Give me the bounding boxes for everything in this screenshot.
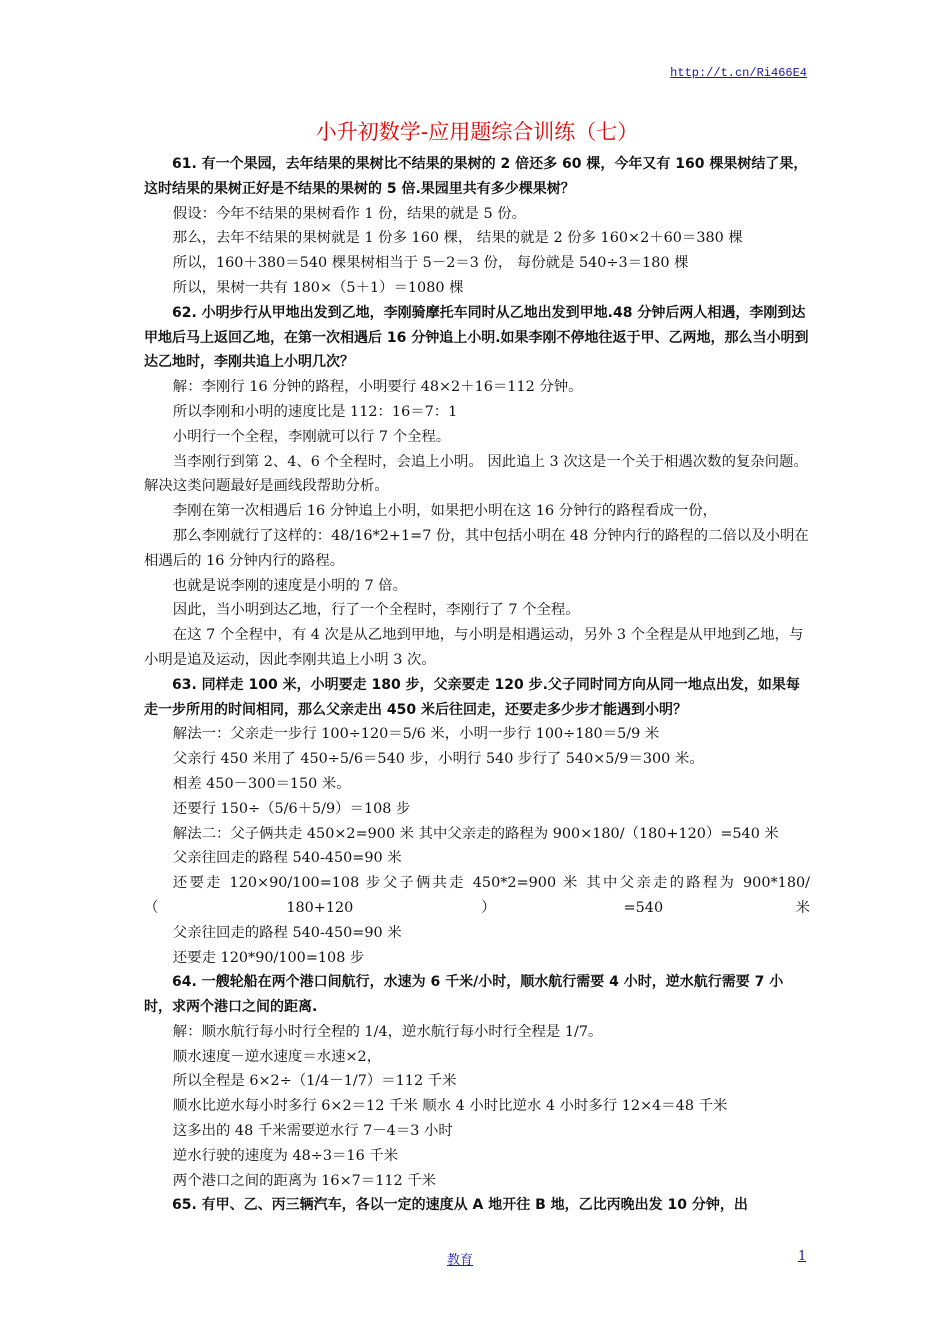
solution-paragraph: 父亲往回走的路程 540-450=90 米 [172,850,402,867]
solution-paragraph: 解：顺水航行每小时行全程的 1/4，逆水航行每小时行全程是 1/7。 [172,1023,603,1040]
solution-paragraph: 也就是说李刚的速度是小明的 7 倍。 [172,577,407,594]
solution-paragraph: 顺水比逆水每小时多行 6×2＝12 千米 顺水 4 小时比逆水 4 小时多行 12×4＝48 千米 [172,1098,728,1115]
paragraph-list [144,152,810,1218]
solution-paragraph: 所以，果树一共有 180×（5＋1）＝1080 棵 [172,279,464,296]
solution-paragraph: 父亲往回走的路程 540-450=90 米 [172,924,402,941]
solution-paragraph: 还要走 120×90/100=108 步父子俩共走 450*2=900 米 其中父亲走的路程为 900*180/（180+120）=540 米 [144,875,810,916]
solution-paragraph: 所以全程是 6×2÷（1/4－1/7）＝112 千米 [172,1073,457,1090]
solution-paragraph: 那么，去年不结果的果树就是 1 份多 160 棵， 结果的就是 2 份多 160×2＋60＝380 棵 [172,230,743,247]
solution-paragraph: 李刚在第一次相遇后 16 分钟追上小明，如果把小明在这 16 分钟行的路程看成一份， [172,503,718,520]
solution-paragraph: 那么李刚就行了这样的：48/16*2+1=7 份，其中包括小明在 48 分钟内行的路程的二倍以及小明在相遇后的 16 分钟内行的路程。 [144,527,809,569]
solution-paragraph: 当李刚行到第 2、4、6 个全程时，会追上小明。 因此追上 3 次这是一个关于相遇次数的复杂问题。解决这类问题最好是画线段帮助分析。 [144,453,808,495]
solution-paragraph: 所以李刚和小明的速度比是 112：16＝7：1 [172,403,458,420]
solution-paragraph: 父亲行 450 米用了 450÷5/6＝540 步，小明行 540 步行了 540×5/9＝300 米。 [172,751,704,768]
solution-paragraph: 假设：今年不结果的果树看作 1 份，结果的就是 5 份。 [172,205,527,222]
footer-link[interactable]: 教育 [447,1253,474,1268]
solution-paragraph: 还要行 150÷（5/6＋5/9）＝108 步 [172,800,411,817]
document-body [144,118,810,1218]
header-link[interactable]: http://t.cn/Ri466E4 [670,66,807,80]
solution-paragraph: 因此，当小明到达乙地，行了一个全程时，李刚行了 7 个全程。 [172,602,580,619]
question-paragraph: 64. 一艘轮船在两个港口间航行，水速为 6 千米/小时，顺水航行需要 4 小时，逆水航行需要 7 小时，求两个港口之间的距离. [144,974,784,1016]
solution-paragraph: 在这 7 个全程中，有 4 次是从乙地到甲地，与小明是相遇运动，另外 3 个全程是从甲地到乙地，与小明是追及运动，因此李刚共追上小明 3 次。 [144,627,804,668]
question-paragraph: 62. 小明步行从甲地出发到乙地，李刚骑摩托车同时从乙地出发到甲地.48 分钟后两人相遇，李刚到达甲地后马上返回乙地，在第一次相遇后 16 分钟追上小明.如果李刚不停地往返于甲、乙两地，那么当小明到达乙地时，李刚共追上小明几次？ [144,304,809,371]
question-paragraph: 65. 有甲、乙、丙三辆汽车，各以一定的速度从 A 地开往 B 地，乙比丙晚出发 10 分钟，出 [172,1197,748,1214]
solution-paragraph: 解法二：父子俩共走 450×2=900 米 其中父亲走的路程为 900×180/（180+120）=540 米 [172,825,779,842]
page-title: 小升初数学-应用题综合训练（七） [315,120,639,144]
solution-paragraph: 还要走 120*90/100=108 步 [172,949,365,966]
question-paragraph: 63. 同样走 100 米，小明要走 180 步，父亲要走 120 步.父子同时同方向从同一地点出发，如果每走一步所用的时间相同，那么父亲走出 450 米后往回走，还要走多少步才能遇到小明？ [144,676,800,718]
page-number: 1 [798,1249,807,1264]
question-paragraph: 61. 有一个果园，去年结果的果树比不结果的果树的 2 倍还多 60 棵，今年又有 160 棵果树结了果，这时结果的果树正好是不结果的果树的 5 倍.果园里共有多少棵果树？ [144,156,808,197]
solution-paragraph: 所以，160＋380＝540 棵果树相当于 5－2＝3 份， 每份就是 540÷3＝180 棵 [172,255,689,272]
solution-paragraph: 相差 450－300＝150 米。 [172,775,351,792]
solution-paragraph: 解法一：父亲走一步行 100÷120＝5/6 米，小明一步行 100÷180＝5/9 米 [172,726,660,743]
solution-paragraph: 顺水速度－逆水速度＝水速×2， [172,1048,382,1065]
solution-paragraph: 解：李刚行 16 分钟的路程，小明要行 48×2＋16＝112 分钟。 [172,379,583,396]
solution-paragraph: 这多出的 48 千米需要逆水行 7－4＝3 小时 [172,1123,453,1140]
solution-paragraph: 逆水行驶的速度为 48÷3＝16 千米 [172,1147,399,1164]
solution-paragraph: 两个港口之间的距离为 16×7＝112 千米 [172,1172,437,1189]
solution-paragraph: 小明行一个全程，李刚就可以行 7 个全程。 [172,428,451,445]
